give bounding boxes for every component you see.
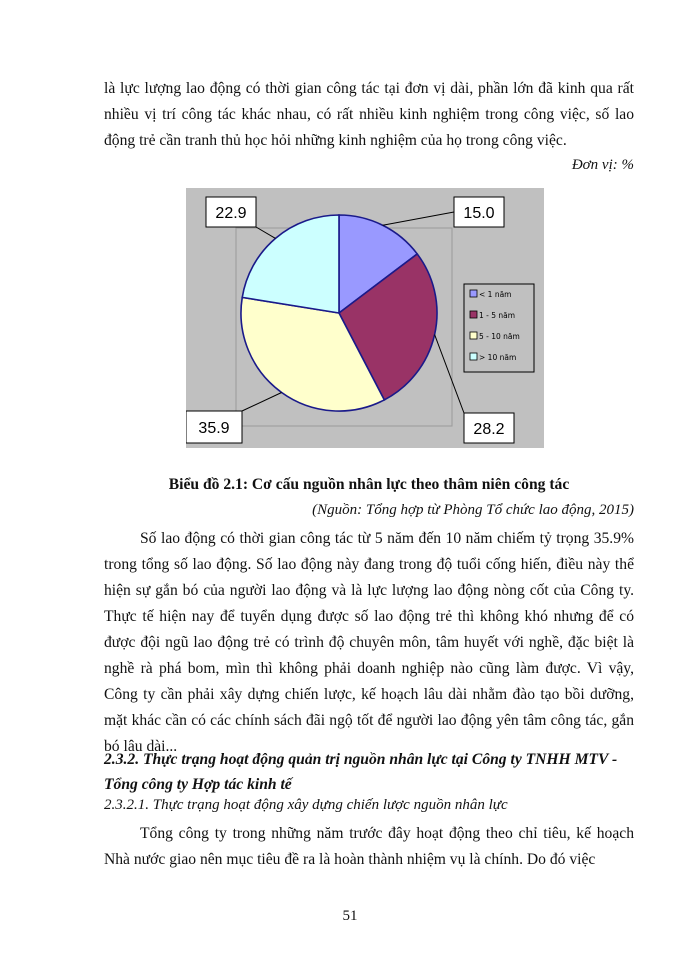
- data-label: 15.0: [463, 205, 495, 222]
- section-heading: 2.3.2. Thực trạng hoạt động quản trị nguồn nhân lực tại Công ty TNHH MTV - Tổng công ty Hợp tác kinh tế: [104, 751, 618, 793]
- data-label: 22.9: [215, 205, 247, 222]
- data-label: 28.2: [473, 421, 505, 438]
- subsection-heading: 2.3.2.1. Thực trạng hoạt động xây dựng chiến lược nguồn nhân lực: [104, 797, 508, 813]
- figure-source: (Nguồn: Tổng hợp từ Phòng Tổ chức lao động, 2015): [312, 502, 634, 518]
- paragraph-main: Số lao động có thời gian công tác từ 5 năm đến 10 năm chiếm tỷ trọng 35.9% trong tổng số lao động. Số lao động này đang trong độ tuổi cống hiến, điều này thể hiện sự gắn bó của người lao động và là lực lượng lao động nòng cốt của Công ty. Thực tế hiện nay để tuyển dụng được số lao động trẻ thì không khó nhưng để có được đội ngũ lao động trẻ có trình độ chuyên môn, tâm huyết với nghề, đặc biệt là nghề rà phá bom, mìn thì không phải doanh nghiệp nào cũng làm được. Vì vậy, Công ty cần phải xây dựng chiến lược, kế hoạch lâu dài nhằm đào tạo bồi dưỡng, mặt khác cần có các chính sách đãi ngộ tốt để người lao động yên tâm công tác, gắn bó lâu dài...: [104, 530, 634, 755]
- legend-swatch: [470, 353, 477, 360]
- legend-swatch: [470, 290, 477, 297]
- paragraph-bottom: Tổng công ty trong những năm trước đây hoạt động theo chỉ tiêu, kế hoạch Nhà nước giao nên mục tiêu đề ra là hoàn thành nhiệm vụ là chính. Do đó việc: [104, 825, 634, 868]
- legend-label: 5 - 10 năm: [479, 332, 520, 341]
- legend-swatch: [470, 332, 477, 339]
- page-number: 51: [342, 908, 358, 924]
- legend-label: > 10 năm: [479, 353, 517, 362]
- unit-label: Đơn vị: %: [571, 157, 634, 173]
- pie-chart: [186, 188, 544, 448]
- legend-swatch: [470, 311, 477, 318]
- pie-chart-svg: [186, 188, 544, 448]
- data-label: 35.9: [198, 420, 230, 437]
- legend-label: 1 - 5 năm: [479, 311, 516, 320]
- legend-label: < 1 năm: [479, 290, 512, 299]
- figure-caption: Biểu đồ 2.1: Cơ cấu nguồn nhân lực theo thâm niên công tác: [168, 476, 570, 493]
- paragraph-top: là lực lượng lao động có thời gian công tác tại đơn vị dài, phần lớn đã kinh qua rất nhiều vị trí công tác khác nhau, có rất nhiều kinh nghiệm trong công việc, số lao động trẻ cần tranh thủ học hỏi những kinh nghiệm của họ trong công việc.: [104, 80, 634, 149]
